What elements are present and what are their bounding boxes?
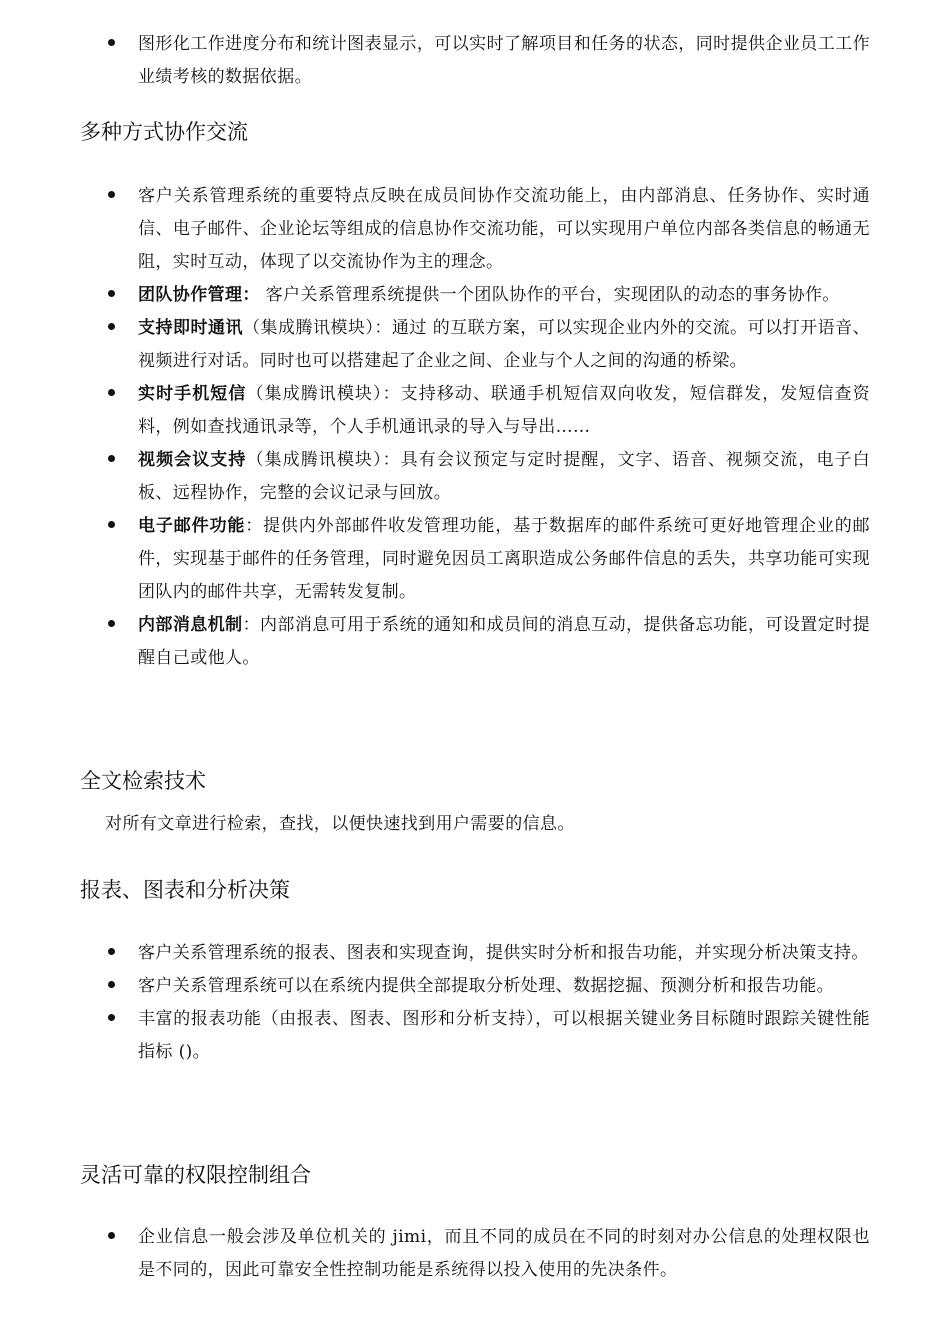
list-item <box>0 510 950 609</box>
item-text: 客户关系管理系统的报表、图表和实现查询，提供实时分析和报告功能，并实现分析决策支持。 <box>138 943 869 963</box>
list-item <box>0 970 950 1003</box>
item-text: 丰富的报表功能（由报表、图表、图形和分析支持），可以根据关键业务目标随时跟踪关键性能指标 ()。 <box>138 1009 870 1062</box>
bullet-dot <box>108 521 115 528</box>
list-item <box>0 28 950 94</box>
item-text: ：提供内外部邮件收发管理功能，基于数据库的邮件系统可更好地管理企业的邮件，实现基于邮件的任务管理，同时避免因员工离职造成公务邮件信息的丢失，共享功能可实现团队内的邮件共享，无需转发复制。 <box>138 516 871 602</box>
list-item <box>0 1221 950 1287</box>
item-bold-label: 电子邮件功能 <box>138 516 246 536</box>
item-text: 客户关系管理系统的重要特点反映在成员间协作交流功能上，由内部消息、任务协作、实时通信、电子邮件、企业论坛等组成的信息协作交流功能，可以实现用户单位内部各类信息的畅通无阻，实时互动，体现了以交流协作为主的理念。 <box>138 186 870 272</box>
item-text: 图形化工作进度分布和统计图表显示，可以实时了解项目和任务的状态，同时提供企业员工工作业绩考核的数据依据。 <box>138 34 870 87</box>
item-bold-label: 支持即时通讯 <box>138 318 243 338</box>
bullet-dot <box>108 290 115 297</box>
list-item <box>0 312 950 378</box>
bullet-list <box>0 28 950 94</box>
section-heading: 报表、图表和分析决策 <box>80 878 290 902</box>
bullet-list <box>0 937 950 1069</box>
list-item <box>0 937 950 970</box>
bullet-list <box>0 1221 950 1287</box>
item-text: （集成腾讯模块）：具有会议预定与定时提醒，文字、语音、视频交流，电子白板、远程协作，完整的会议记录与回放。 <box>138 450 870 503</box>
bullet-dot <box>108 39 115 46</box>
item-bold-label: 内部消息机制 <box>138 615 243 635</box>
list-item <box>0 1003 950 1069</box>
bullet-dot <box>108 1232 115 1239</box>
bullet-dot <box>108 1014 115 1021</box>
section-heading: 多种方式协作交流 <box>80 120 248 144</box>
bullet-dot <box>108 981 115 988</box>
list-item <box>0 378 950 444</box>
bullet-dot <box>108 620 115 627</box>
item-text: 企业信息一般会涉及单位机关的 jimi，而且不同的成员在不同的时刻对办公信息的处理权限也是不同的，因此可靠安全性控制功能是系统得以投入使用的先决条件。 <box>138 1227 870 1280</box>
list-item <box>0 444 950 510</box>
item-text: ：内部消息可用于系统的通知和成员间的消息互动，提供备忘功能，可设置定时提醒自己或他人。 <box>138 615 870 668</box>
section-paragraph: 对所有文章进行检索，查找，以便快速找到用户需要的信息。 <box>105 814 575 834</box>
item-bold-label: 实时手机短信 <box>138 384 247 404</box>
bullet-dot <box>108 191 115 198</box>
section-heading: 灵活可靠的权限控制组合 <box>80 1163 311 1187</box>
bullet-dot <box>108 323 115 330</box>
bullet-dot <box>108 389 115 396</box>
bullet-list <box>0 180 950 675</box>
item-text: 客户关系管理系统提供一个团队协作的平台，实现团队的动态的事务协作。 <box>259 285 840 305</box>
item-text: （集成腾讯模块）：支持移动、联通手机短信双向收发，短信群发，发短信查资料，例如查找通讯录等，个人手机通讯录的导入与导出…… <box>138 384 870 437</box>
list-item <box>0 279 950 312</box>
bullet-dot <box>108 455 115 462</box>
section-heading: 全文检索技术 <box>80 769 206 793</box>
item-text: （集成腾讯模块）：通过 的互联方案，可以实现企业内外的交流。可以打开语音、视频进行对话。同时也可以搭建起了企业之间、企业与个人之间的沟通的桥梁。 <box>138 318 871 371</box>
item-bold-label: 团队协作管理： <box>138 285 260 305</box>
list-item <box>0 609 950 675</box>
bullet-dot <box>108 948 115 955</box>
item-bold-label: 视频会议支持 <box>138 450 247 470</box>
item-text: 客户关系管理系统可以在系统内提供全部提取分析处理、数据挖掘、预测分析和报告功能。 <box>138 976 834 996</box>
list-item <box>0 180 950 279</box>
